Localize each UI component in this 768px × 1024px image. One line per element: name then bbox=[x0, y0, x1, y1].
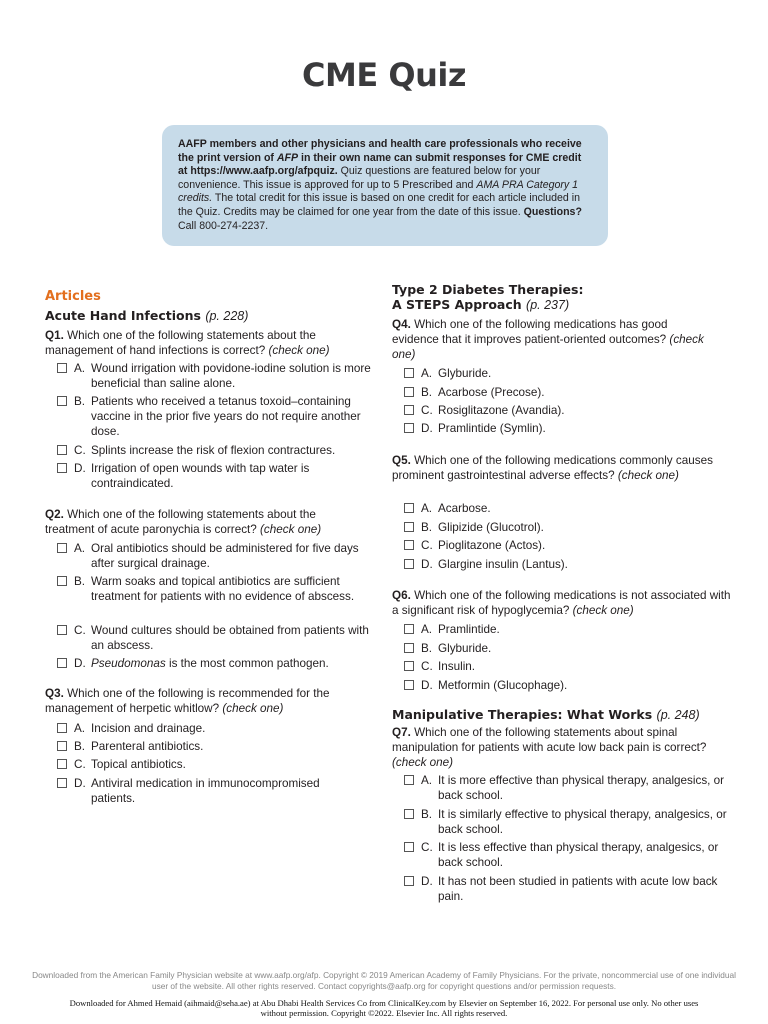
option-q1-c[interactable]: C. Splints increase the risk of flexion contractures. bbox=[45, 443, 381, 458]
info-box bbox=[162, 125, 608, 246]
question-4: Q4. Which one of the following medications has good evidence that it improves patient-oriented outcomes? (check one) bbox=[392, 318, 704, 361]
checkbox[interactable] bbox=[404, 387, 414, 397]
checkbox[interactable] bbox=[404, 876, 414, 886]
checkbox[interactable] bbox=[57, 759, 67, 769]
info-intro-1: AAFP members and other physicians and health care professionals who receive the print version of bbox=[178, 138, 582, 164]
checkbox[interactable] bbox=[404, 775, 414, 785]
checkbox[interactable] bbox=[404, 522, 414, 532]
checkbox[interactable] bbox=[404, 661, 414, 671]
checkbox[interactable] bbox=[57, 625, 67, 635]
info-afp: AFP bbox=[276, 151, 299, 164]
checkbox[interactable] bbox=[57, 576, 67, 586]
info-questions-label: Questions? bbox=[523, 205, 582, 218]
checkbox[interactable] bbox=[57, 543, 67, 553]
option-q5-d[interactable]: D. Glargine insulin (Lantus). bbox=[392, 557, 728, 572]
option-q7-b[interactable]: B. It is similarly effective to physical therapy, analgesics, or back school. bbox=[392, 807, 728, 837]
info-ama: AMA PRA Category 1 credits. bbox=[178, 178, 579, 205]
option-q2-b[interactable]: B. Warm soaks and topical antibiotics are sufficient treatment for patients with no evidence of abscess. bbox=[45, 574, 381, 604]
option-q3-b[interactable]: B. Parenteral antibiotics. bbox=[45, 739, 381, 754]
checkbox[interactable] bbox=[404, 559, 414, 569]
info-intro-2: in their own name can submit responses for CME credit at https://www.aafp.org/afpquiz. bbox=[178, 151, 582, 178]
option-q2-c[interactable]: C. Wound cultures should be obtained from patients with an abscess. bbox=[45, 623, 381, 653]
checkbox[interactable] bbox=[57, 463, 67, 473]
copyright-footer: Downloaded from the American Family Physician website at www.aafp.org/afp. Copyright © 2019 American Academy of Family Physicians. For the private, noncommercial use of one individual user of the website. All other rights reserved. Contact copyrights@aafp.org for copyright questions and/or permission requests. bbox=[32, 970, 736, 991]
option-q5-b[interactable]: B. Glipizide (Glucotrol). bbox=[392, 520, 728, 535]
checkbox[interactable] bbox=[57, 723, 67, 733]
info-text-2: The total credit for this issue is based on one credit for each article included in the Quiz. Credits may be claimed for one year from the date of this issue. bbox=[178, 192, 580, 218]
page-title: CME Quiz bbox=[302, 56, 466, 94]
option-q4-a[interactable]: A. Glyburide. bbox=[392, 366, 728, 381]
checkbox[interactable] bbox=[404, 643, 414, 653]
option-q3-a[interactable]: A. Incision and drainage. bbox=[45, 721, 381, 736]
option-q2-d[interactable]: D. Pseudomonas is the most common pathogen. bbox=[45, 656, 381, 671]
checkbox[interactable] bbox=[57, 363, 67, 373]
checkbox[interactable] bbox=[404, 368, 414, 378]
section-label-articles: Articles bbox=[45, 289, 101, 304]
checkbox[interactable] bbox=[404, 842, 414, 852]
checkbox[interactable] bbox=[57, 396, 67, 406]
checkbox[interactable] bbox=[404, 624, 414, 634]
option-q7-a[interactable]: A. It is more effective than physical therapy, analgesics, or back school. bbox=[392, 773, 728, 803]
checkbox[interactable] bbox=[404, 405, 414, 415]
option-q1-b[interactable]: B. Patients who received a tetanus toxoid–containing vaccine in the prior five years do not require another dose. bbox=[45, 394, 381, 439]
checkbox[interactable] bbox=[404, 503, 414, 513]
info-call: Call 800-274-2237. bbox=[178, 219, 269, 232]
option-q1-a[interactable]: A. Wound irrigation with povidone-iodine solution is more beneficial than saline alone. bbox=[45, 361, 381, 391]
download-footer: Downloaded for Ahmed Hemaid (aihmaid@seha.ae) at Abu Dhabi Health Services Co from ClinicalKey.com by Elsevier on September 16, 2022. For personal use only. No other uses without permission. Copyright ©2022. Elsevier Inc. All rights reserved. bbox=[69, 998, 699, 1018]
checkbox[interactable] bbox=[57, 778, 67, 788]
option-q1-d[interactable]: D. Irrigation of open wounds with tap water is contraindicated. bbox=[45, 461, 355, 491]
option-q3-d[interactable]: D. Antiviral medication in immunocompromised patients. bbox=[45, 776, 365, 806]
option-q6-b[interactable]: B. Glyburide. bbox=[392, 641, 728, 656]
question-1: Q1. Which one of the following statements about the management of hand infections is correct? (check one) bbox=[45, 329, 330, 357]
option-q7-d[interactable]: D. It has not been studied in patients with acute low back pain. bbox=[392, 874, 728, 904]
article-title: Manipulative Therapies: What Works (p. 248) bbox=[392, 707, 700, 722]
question-6: Q6. Which one of the following medications is not associated with a significant risk of hypoglycemia? (check one) bbox=[392, 589, 731, 617]
checkbox[interactable] bbox=[57, 445, 67, 455]
question-3: Q3. Which one of the following is recommended for the management of herpetic whitlow? (check one) bbox=[45, 687, 330, 715]
checkbox[interactable] bbox=[404, 540, 414, 550]
article-title: Type 2 Diabetes Therapies: A STEPS Approach (p. 237) bbox=[392, 282, 584, 312]
option-q5-a[interactable]: A. Acarbose. bbox=[392, 501, 728, 516]
option-q5-c[interactable]: C. Pioglitazone (Actos). bbox=[392, 538, 728, 553]
checkbox[interactable] bbox=[404, 423, 414, 433]
checkbox[interactable] bbox=[57, 658, 67, 668]
question-7: Q7. Which one of the following statements about spinal manipulation for patients with acute low back pain is correct? (check one) bbox=[392, 726, 707, 769]
option-q6-d[interactable]: D. Metformin (Glucophage). bbox=[392, 678, 728, 693]
info-text-1: Quiz questions are featured below for your convenience. This issue is approved for up to 5 Prescribed and bbox=[178, 165, 541, 191]
option-q7-c[interactable]: C. It is less effective than physical therapy, analgesics, or back school. bbox=[392, 840, 728, 870]
checkbox[interactable] bbox=[404, 680, 414, 690]
article-title: Acute Hand Infections (p. 228) bbox=[45, 308, 249, 323]
question-2: Q2. Which one of the following statements about the treatment of acute paronychia is correct? (check one) bbox=[45, 508, 322, 536]
checkbox[interactable] bbox=[404, 809, 414, 819]
question-5: Q5. Which one of the following medications commonly causes prominent gastrointestinal adverse effects? (check one) bbox=[392, 454, 713, 482]
option-q4-b[interactable]: B. Acarbose (Precose). bbox=[392, 385, 728, 400]
option-q3-c[interactable]: C. Topical antibiotics. bbox=[45, 757, 381, 772]
option-q4-c[interactable]: C. Rosiglitazone (Avandia). bbox=[392, 403, 728, 418]
option-q2-a[interactable]: A. Oral antibiotics should be administered for five days after surgical drainage. bbox=[45, 541, 365, 571]
checkbox[interactable] bbox=[57, 741, 67, 751]
option-q6-c[interactable]: C. Insulin. bbox=[392, 659, 728, 674]
option-q6-a[interactable]: A. Pramlintide. bbox=[392, 622, 728, 637]
option-q4-d[interactable]: D. Pramlintide (Symlin). bbox=[392, 421, 728, 436]
